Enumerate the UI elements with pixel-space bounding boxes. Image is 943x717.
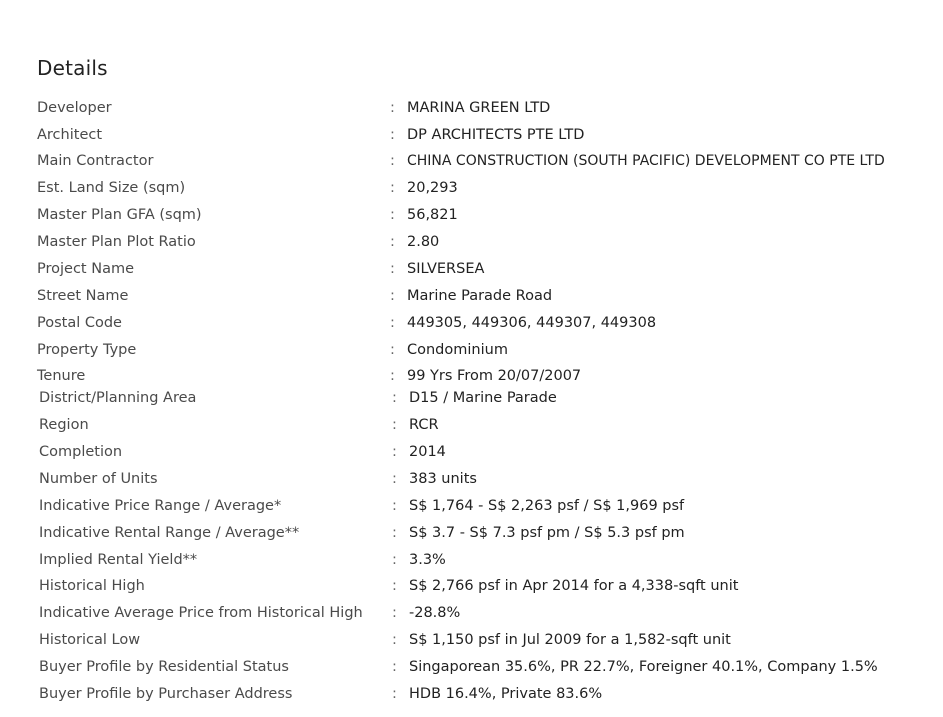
detail-separator: :: [392, 632, 397, 648]
detail-value: 20,293: [407, 180, 458, 196]
detail-label: Developer: [37, 100, 112, 116]
detail-row-purchaser-address: [0, 682, 943, 706]
detail-label: Completion: [39, 444, 123, 460]
detail-separator: :: [392, 390, 397, 406]
detail-separator: :: [392, 552, 397, 568]
detail-value: Condominium: [407, 342, 508, 358]
detail-value: 2.80: [407, 234, 440, 250]
detail-label: Region: [39, 417, 89, 433]
detail-value: S$ 2,766 psf in Apr 2014 for a 4,338-sqft unit: [409, 578, 739, 594]
detail-separator: :: [392, 444, 397, 460]
detail-row-historical-low: [0, 628, 943, 652]
detail-separator: :: [392, 659, 397, 675]
detail-row-district: [0, 386, 943, 410]
detail-separator: :: [390, 180, 395, 196]
detail-row-land-size: [0, 176, 943, 200]
detail-value: 99 Yrs From 20/07/2007: [407, 368, 582, 384]
detail-row-plot-ratio: [0, 230, 943, 254]
detail-label: Main Contractor: [37, 153, 154, 169]
detail-row-architect: [0, 123, 943, 147]
detail-value: D15 / Marine Parade: [409, 390, 557, 406]
detail-value: Marine Parade Road: [407, 288, 553, 304]
detail-label: Master Plan GFA (sqm): [37, 207, 202, 223]
detail-label: Implied Rental Yield**: [39, 552, 198, 568]
detail-row-rental-range: [0, 521, 943, 545]
detail-separator: :: [390, 153, 395, 169]
detail-row-avg-from-high: [0, 601, 943, 625]
detail-value: SILVERSEA: [407, 261, 485, 277]
detail-row-property-type: [0, 338, 943, 362]
detail-label: Buyer Profile by Residential Status: [39, 659, 289, 675]
detail-label: District/Planning Area: [39, 390, 197, 406]
detail-value: S$ 1,150 psf in Jul 2009 for a 1,582-sqft unit: [409, 632, 731, 648]
detail-row-region: [0, 413, 943, 437]
detail-row-completion: [0, 440, 943, 464]
detail-value: Singaporean 35.6%, PR 22.7%, Foreigner 40.1%, Company 1.5%: [409, 659, 878, 675]
detail-separator: :: [392, 417, 397, 433]
detail-row-project-name: [0, 257, 943, 281]
detail-label: Number of Units: [39, 471, 158, 487]
section-title: Details: [37, 56, 108, 80]
detail-separator: :: [392, 578, 397, 594]
detail-value: -28.8%: [409, 605, 461, 621]
detail-separator: :: [392, 471, 397, 487]
detail-value: 2014: [409, 444, 446, 460]
detail-value: 3.3%: [409, 552, 446, 568]
detail-label: Indicative Price Range / Average*: [39, 498, 282, 514]
detail-value: S$ 3.7 - S$ 7.3 psf pm / S$ 5.3 psf pm: [409, 525, 685, 541]
detail-value: RCR: [409, 417, 439, 433]
detail-separator: :: [392, 525, 397, 541]
detail-value: DP ARCHITECTS PTE LTD: [407, 127, 585, 143]
detail-row-street-name: [0, 284, 943, 308]
detail-row-residential-status: [0, 655, 943, 679]
detail-separator: :: [390, 368, 395, 384]
detail-label: Est. Land Size (sqm): [37, 180, 186, 196]
detail-row-main-contractor: [0, 149, 943, 173]
detail-row-tenure: [0, 364, 943, 388]
detail-label: Tenure: [37, 368, 86, 384]
detail-separator: :: [390, 127, 395, 143]
detail-label: Indicative Rental Range / Average**: [39, 525, 300, 541]
detail-label: Buyer Profile by Purchaser Address: [39, 686, 293, 702]
detail-label: Postal Code: [37, 315, 122, 331]
detail-separator: :: [390, 207, 395, 223]
detail-value: 383 units: [409, 471, 477, 487]
detail-value: CHINA CONSTRUCTION (SOUTH PACIFIC) DEVELOPMENT CO PTE LTD: [407, 153, 885, 169]
detail-row-developer: [0, 96, 943, 120]
detail-separator: :: [390, 342, 395, 358]
detail-row-historical-high: [0, 574, 943, 598]
detail-separator: :: [390, 288, 395, 304]
detail-separator: :: [392, 686, 397, 702]
detail-label: Master Plan Plot Ratio: [37, 234, 196, 250]
detail-row-number-of-units: [0, 467, 943, 491]
detail-label: Historical Low: [39, 632, 141, 648]
detail-label: Indicative Average Price from Historical High: [39, 605, 363, 621]
detail-row-rental-yield: [0, 548, 943, 572]
detail-value: MARINA GREEN LTD: [407, 100, 551, 116]
detail-row-postal-code: [0, 311, 943, 335]
detail-separator: :: [390, 261, 395, 277]
detail-value: HDB 16.4%, Private 83.6%: [409, 686, 603, 702]
detail-label: Project Name: [37, 261, 134, 277]
detail-value: 449305, 449306, 449307, 449308: [407, 315, 657, 331]
detail-label: Property Type: [37, 342, 137, 358]
detail-separator: :: [390, 315, 395, 331]
detail-label: Architect: [37, 127, 103, 143]
detail-value: 56,821: [407, 207, 458, 223]
detail-separator: :: [392, 605, 397, 621]
detail-separator: :: [390, 100, 395, 116]
detail-separator: :: [392, 498, 397, 514]
detail-row-gfa: [0, 203, 943, 227]
detail-row-price-range: [0, 494, 943, 518]
detail-separator: :: [390, 234, 395, 250]
detail-value: S$ 1,764 - S$ 2,263 psf / S$ 1,969 psf: [409, 498, 685, 514]
detail-label: Street Name: [37, 288, 129, 304]
detail-label: Historical High: [39, 578, 145, 594]
